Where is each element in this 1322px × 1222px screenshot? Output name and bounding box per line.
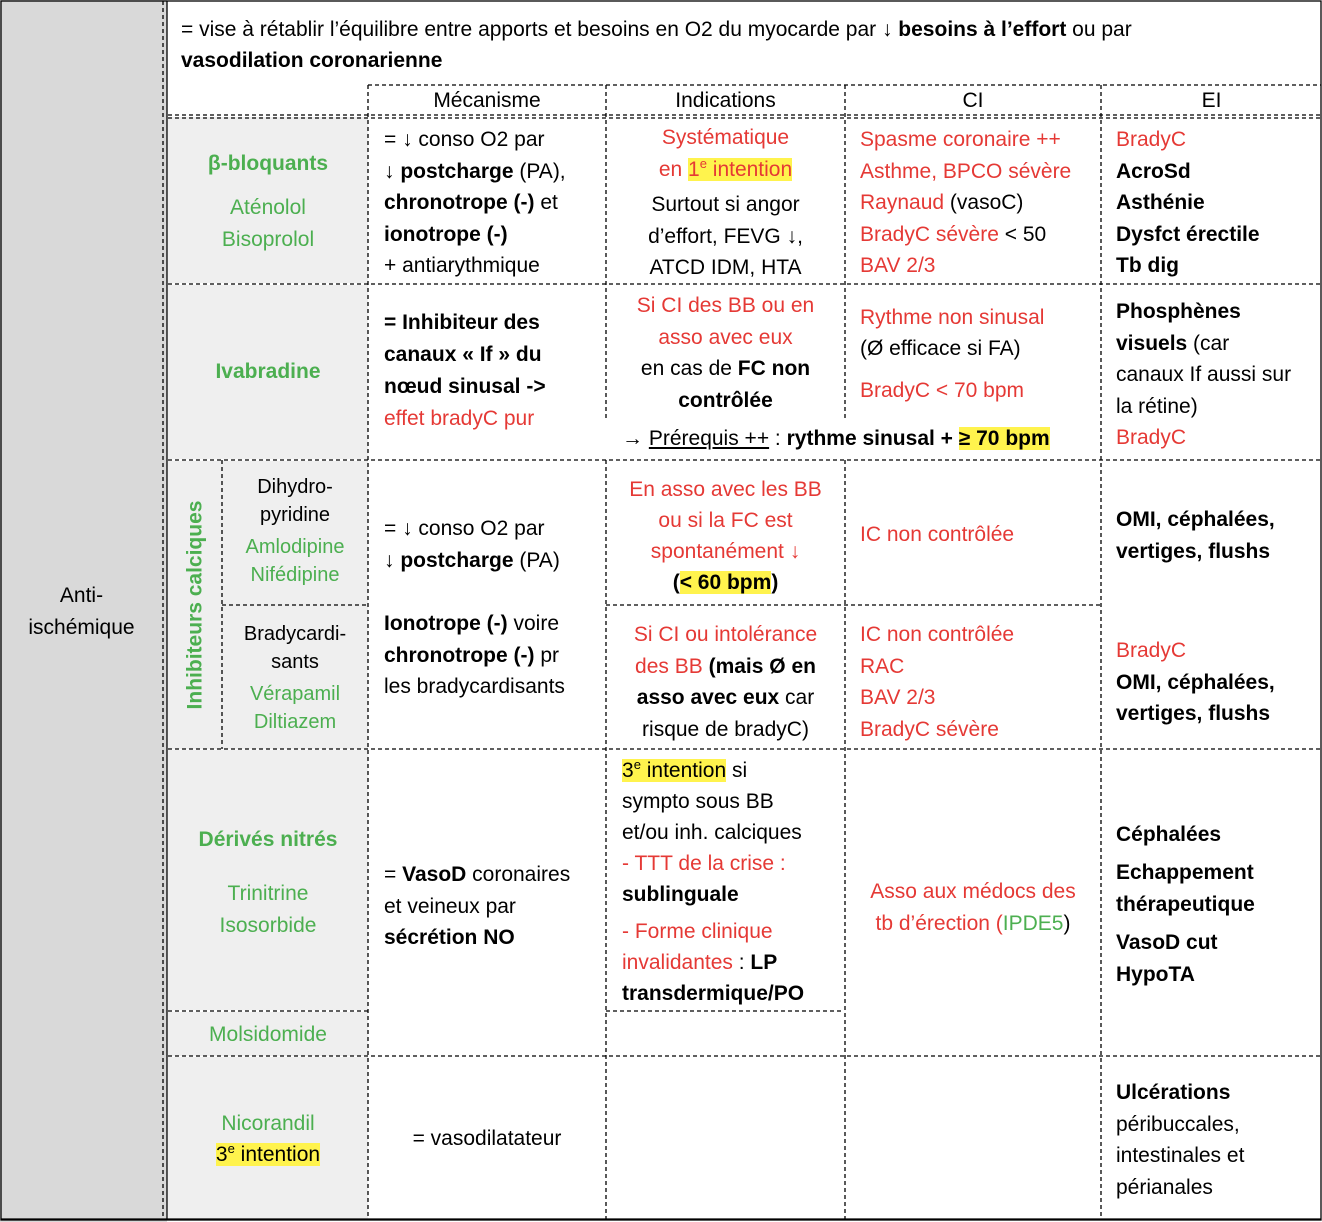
nicorandil-name: Nicorandil 3e intention: [215, 1112, 321, 1166]
bb-name: β-bloquants Aténolol Bisoprolol: [207, 152, 329, 251]
nitres-ei: Céphalées Echappement thérapeutique VasoD cut HypoTA: [1116, 823, 1255, 986]
ica-group-label: Inhibiteurs calciques: [183, 500, 207, 710]
nicorandil-mecanisme: = vasodilatateur: [412, 1127, 562, 1150]
ica-brady-ei: BradyC OMI, céphalées, vertiges, flushs: [1116, 639, 1275, 725]
header-indications: Indications: [675, 89, 776, 112]
ica-dhp-ci: IC non contrôlée: [860, 523, 1015, 546]
iva-mecanisme: = Inhibiteur des canaux « If » du nœud sinusal -> effet bradyC pur: [384, 311, 546, 430]
ica-dhp-indications: En asso avec les BB ou si la FC est spontanément ↓ (< 60 bpm): [629, 478, 822, 594]
nitres-name: Dérivés nitrés Trinitrine Isosorbide: [198, 828, 338, 937]
ica-mecanisme: = ↓ conso O2 par ↓ postcharge (PA) Ionotrope (-) voire chronotrope (-) pr les bradycardisants: [384, 517, 565, 698]
molsidomide-name: Molsidomide: [209, 1023, 327, 1046]
iva-indications: Si CI des BB ou en asso avec eux en cas de FC non contrôlée: [636, 294, 815, 412]
header-ci: CI: [962, 89, 984, 112]
header-ei: EI: [1201, 89, 1222, 112]
bb-ci: Spasme coronaire ++ Asthme, BPCO sévère Raynaud (vasoC) BradyC sévère < 50 BAV 2/3: [860, 128, 1072, 277]
iva-ci: Rythme non sinusal (Ø efficace si FA) BradyC < 70 bpm: [860, 306, 1045, 402]
nitres-ci: Asso aux médocs des tb d’érection (IPDE5): [870, 880, 1076, 935]
ica-brady-ci: IC non contrôlée RAC BAV 2/3 BradyC sévère: [860, 623, 1015, 741]
bb-ei: BradyC AcroSd Asthénie Dysfct érectile Tb dig: [1116, 128, 1260, 277]
nitres-mecanisme: = VasoD coronaires et veineux par sécrétion NO: [384, 863, 571, 949]
intro-text: = vise à rétablir l’équilibre entre apports et besoins en O2 du myocarde par ↓ besoins à l’effort ou par vasodilation coronarienne: [181, 18, 1132, 72]
ica-dhp-name: Dihydro- pyridine Amlodipine Nifédipine: [245, 476, 345, 586]
iva-name: Ivabradine: [215, 360, 321, 383]
nitres-indications: 3e intention si sympto sous BB et/ou inh. calciques - TTT de la crise : sublinguale - Forme clinique invalidantes : LP transdermique/PO: [622, 757, 805, 1005]
ica-brady-indications: Si CI ou intolérance des BB (mais Ø en asso avec eux car risque de bradyC): [633, 623, 818, 741]
header-mecanisme: Mécanisme: [433, 89, 541, 112]
ica-brady-name: Bradycardi- sants Vérapamil Diltiazem: [243, 623, 347, 733]
category-label: Anti- ischémique: [28, 584, 135, 639]
nicorandil-ei: Ulcérations péribuccales, intestinales et périanales: [1116, 1081, 1245, 1199]
ica-dhp-ei: OMI, céphalées, vertiges, flushs: [1116, 508, 1275, 563]
iva-prerequis: → Prérequis ++ : rythme sinusal + ≥ 70 bpm: [622, 427, 1050, 450]
bb-indications: Systématique en 1e intention Surtout si angor d’effort, FEVG ↓, ATCD IDM, HTA: [648, 126, 803, 279]
iva-ei: Phosphènes visuels (car canaux If aussi sur la rétine) BradyC: [1116, 300, 1292, 449]
bb-mecanisme: = ↓ conso O2 par ↓ postcharge (PA), chronotrope (-) et ionotrope (-) + antiarythmique: [384, 128, 566, 277]
